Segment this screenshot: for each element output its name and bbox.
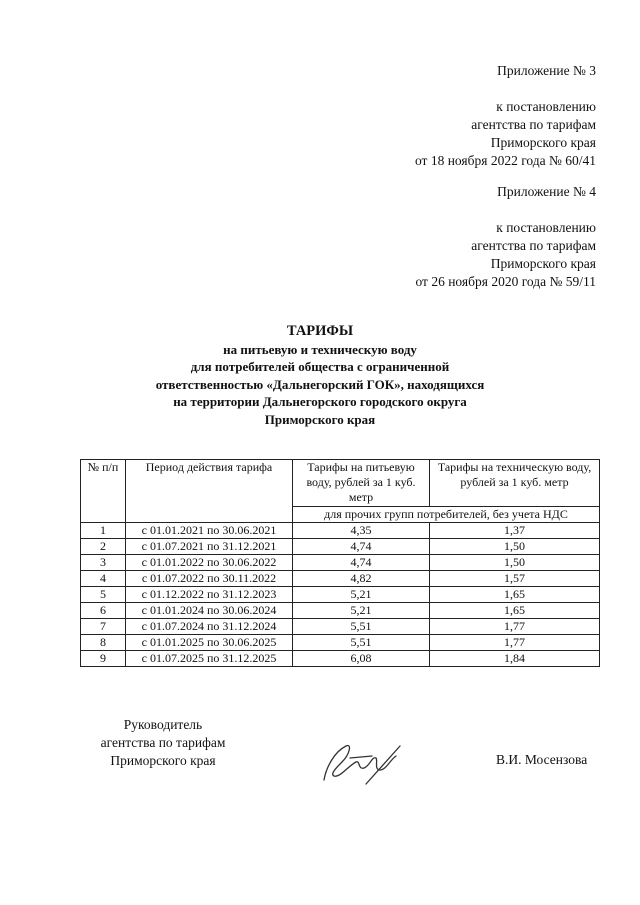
- row-technical-tariff: 1,65: [430, 603, 600, 619]
- header-subheader: для прочих групп потребителей, без учета НДС: [293, 507, 600, 523]
- row-technical-tariff: 1,84: [430, 651, 600, 667]
- row-num: 2: [81, 539, 126, 555]
- signatory-title: [78, 716, 248, 770]
- row-drinking-tariff: 4,74: [293, 539, 430, 555]
- row-num: 5: [81, 587, 126, 603]
- tariffs-table: [80, 459, 600, 667]
- appendix-3-line: Приморского края: [490, 135, 596, 150]
- appendix-4-block: [336, 183, 596, 291]
- row-period: с 01.07.2021 по 31.12.2021: [126, 539, 293, 555]
- row-period: с 01.01.2022 по 30.06.2022: [126, 555, 293, 571]
- row-period: с 01.01.2021 по 30.06.2021: [126, 523, 293, 539]
- row-period: с 01.12.2022 по 31.12.2023: [126, 587, 293, 603]
- appendix-3-line: агентства по тарифам: [471, 117, 596, 132]
- row-period: с 01.07.2022 по 30.11.2022: [126, 571, 293, 587]
- row-drinking-tariff: 5,21: [293, 587, 430, 603]
- signatory-line: Приморского края: [110, 753, 216, 768]
- appendix-3-title: Приложение № 3: [497, 63, 596, 78]
- row-technical-tariff: 1,50: [430, 555, 600, 571]
- appendix-4-line: Приморского края: [490, 256, 596, 271]
- row-num: 4: [81, 571, 126, 587]
- row-period: с 01.01.2025 по 30.06.2025: [126, 635, 293, 651]
- appendix-4-line: агентства по тарифам: [471, 238, 596, 253]
- signatory-line: Руководитель: [123, 717, 203, 732]
- row-period: с 01.07.2025 по 31.12.2025: [126, 651, 293, 667]
- heading-line: для потребителей общества с ограниченной: [190, 359, 450, 374]
- document-title: ТАРИФЫ: [286, 323, 354, 339]
- appendix-4-line: к постановлению: [496, 220, 596, 235]
- row-num: 8: [81, 635, 126, 651]
- table-row: [81, 619, 600, 635]
- appendix-3-line: от 18 ноября 2022 года № 60/41: [414, 153, 596, 168]
- row-drinking-tariff: 4,74: [293, 555, 430, 571]
- signature-image: [316, 738, 412, 788]
- row-num: 1: [81, 523, 126, 539]
- row-drinking-tariff: 5,51: [293, 619, 430, 635]
- row-technical-tariff: 1,57: [430, 571, 600, 587]
- row-period: с 01.07.2024 по 31.12.2024: [126, 619, 293, 635]
- row-num: 6: [81, 603, 126, 619]
- table-row: [81, 651, 600, 667]
- table-row: [81, 571, 600, 587]
- row-period: с 01.01.2024 по 30.06.2024: [126, 603, 293, 619]
- table-row: [81, 635, 600, 651]
- document-heading: [120, 323, 520, 428]
- row-drinking-tariff: 4,82: [293, 571, 430, 587]
- row-num: 7: [81, 619, 126, 635]
- row-drinking-tariff: 6,08: [293, 651, 430, 667]
- table-row: [81, 587, 600, 603]
- table-header-row: [81, 460, 600, 507]
- heading-line: Приморского края: [264, 411, 376, 427]
- table-row: [81, 603, 600, 619]
- row-technical-tariff: 1,37: [430, 523, 600, 539]
- header-period: Период действия тарифа: [126, 460, 293, 523]
- header-technical: Тарифы на техническую воду, рублей за 1 куб. метр: [430, 460, 600, 507]
- table-body: [81, 523, 600, 667]
- row-drinking-tariff: 5,21: [293, 603, 430, 619]
- header-drinking: Тарифы на питьевую воду, рублей за 1 куб. метр: [293, 460, 430, 507]
- signatory-line: агентства по тарифам: [100, 735, 226, 750]
- heading-line: ответственностью «Дальнегорский ГОК», находящихся: [155, 376, 485, 392]
- signatory-name: В.И. Мосензова: [496, 752, 588, 767]
- row-technical-tariff: 1,65: [430, 587, 600, 603]
- table-row: [81, 523, 600, 539]
- table-row: [81, 555, 600, 571]
- row-drinking-tariff: 5,51: [293, 635, 430, 651]
- heading-line: на питьевую и техническую воду: [223, 341, 417, 357]
- table-row: [81, 539, 600, 555]
- header-num: № п/п: [81, 460, 126, 523]
- row-technical-tariff: 1,50: [430, 539, 600, 555]
- appendix-4-line: от 26 ноября 2020 года № 59/11: [415, 274, 596, 289]
- row-technical-tariff: 1,77: [430, 619, 600, 635]
- appendix-3-block: [336, 62, 596, 170]
- heading-line: на территории Дальнегорского городского округа: [173, 394, 467, 409]
- appendix-4-title: Приложение № 4: [497, 184, 596, 199]
- row-num: 9: [81, 651, 126, 667]
- appendix-3-line: к постановлению: [496, 99, 596, 114]
- row-drinking-tariff: 4,35: [293, 523, 430, 539]
- row-num: 3: [81, 555, 126, 571]
- row-technical-tariff: 1,77: [430, 635, 600, 651]
